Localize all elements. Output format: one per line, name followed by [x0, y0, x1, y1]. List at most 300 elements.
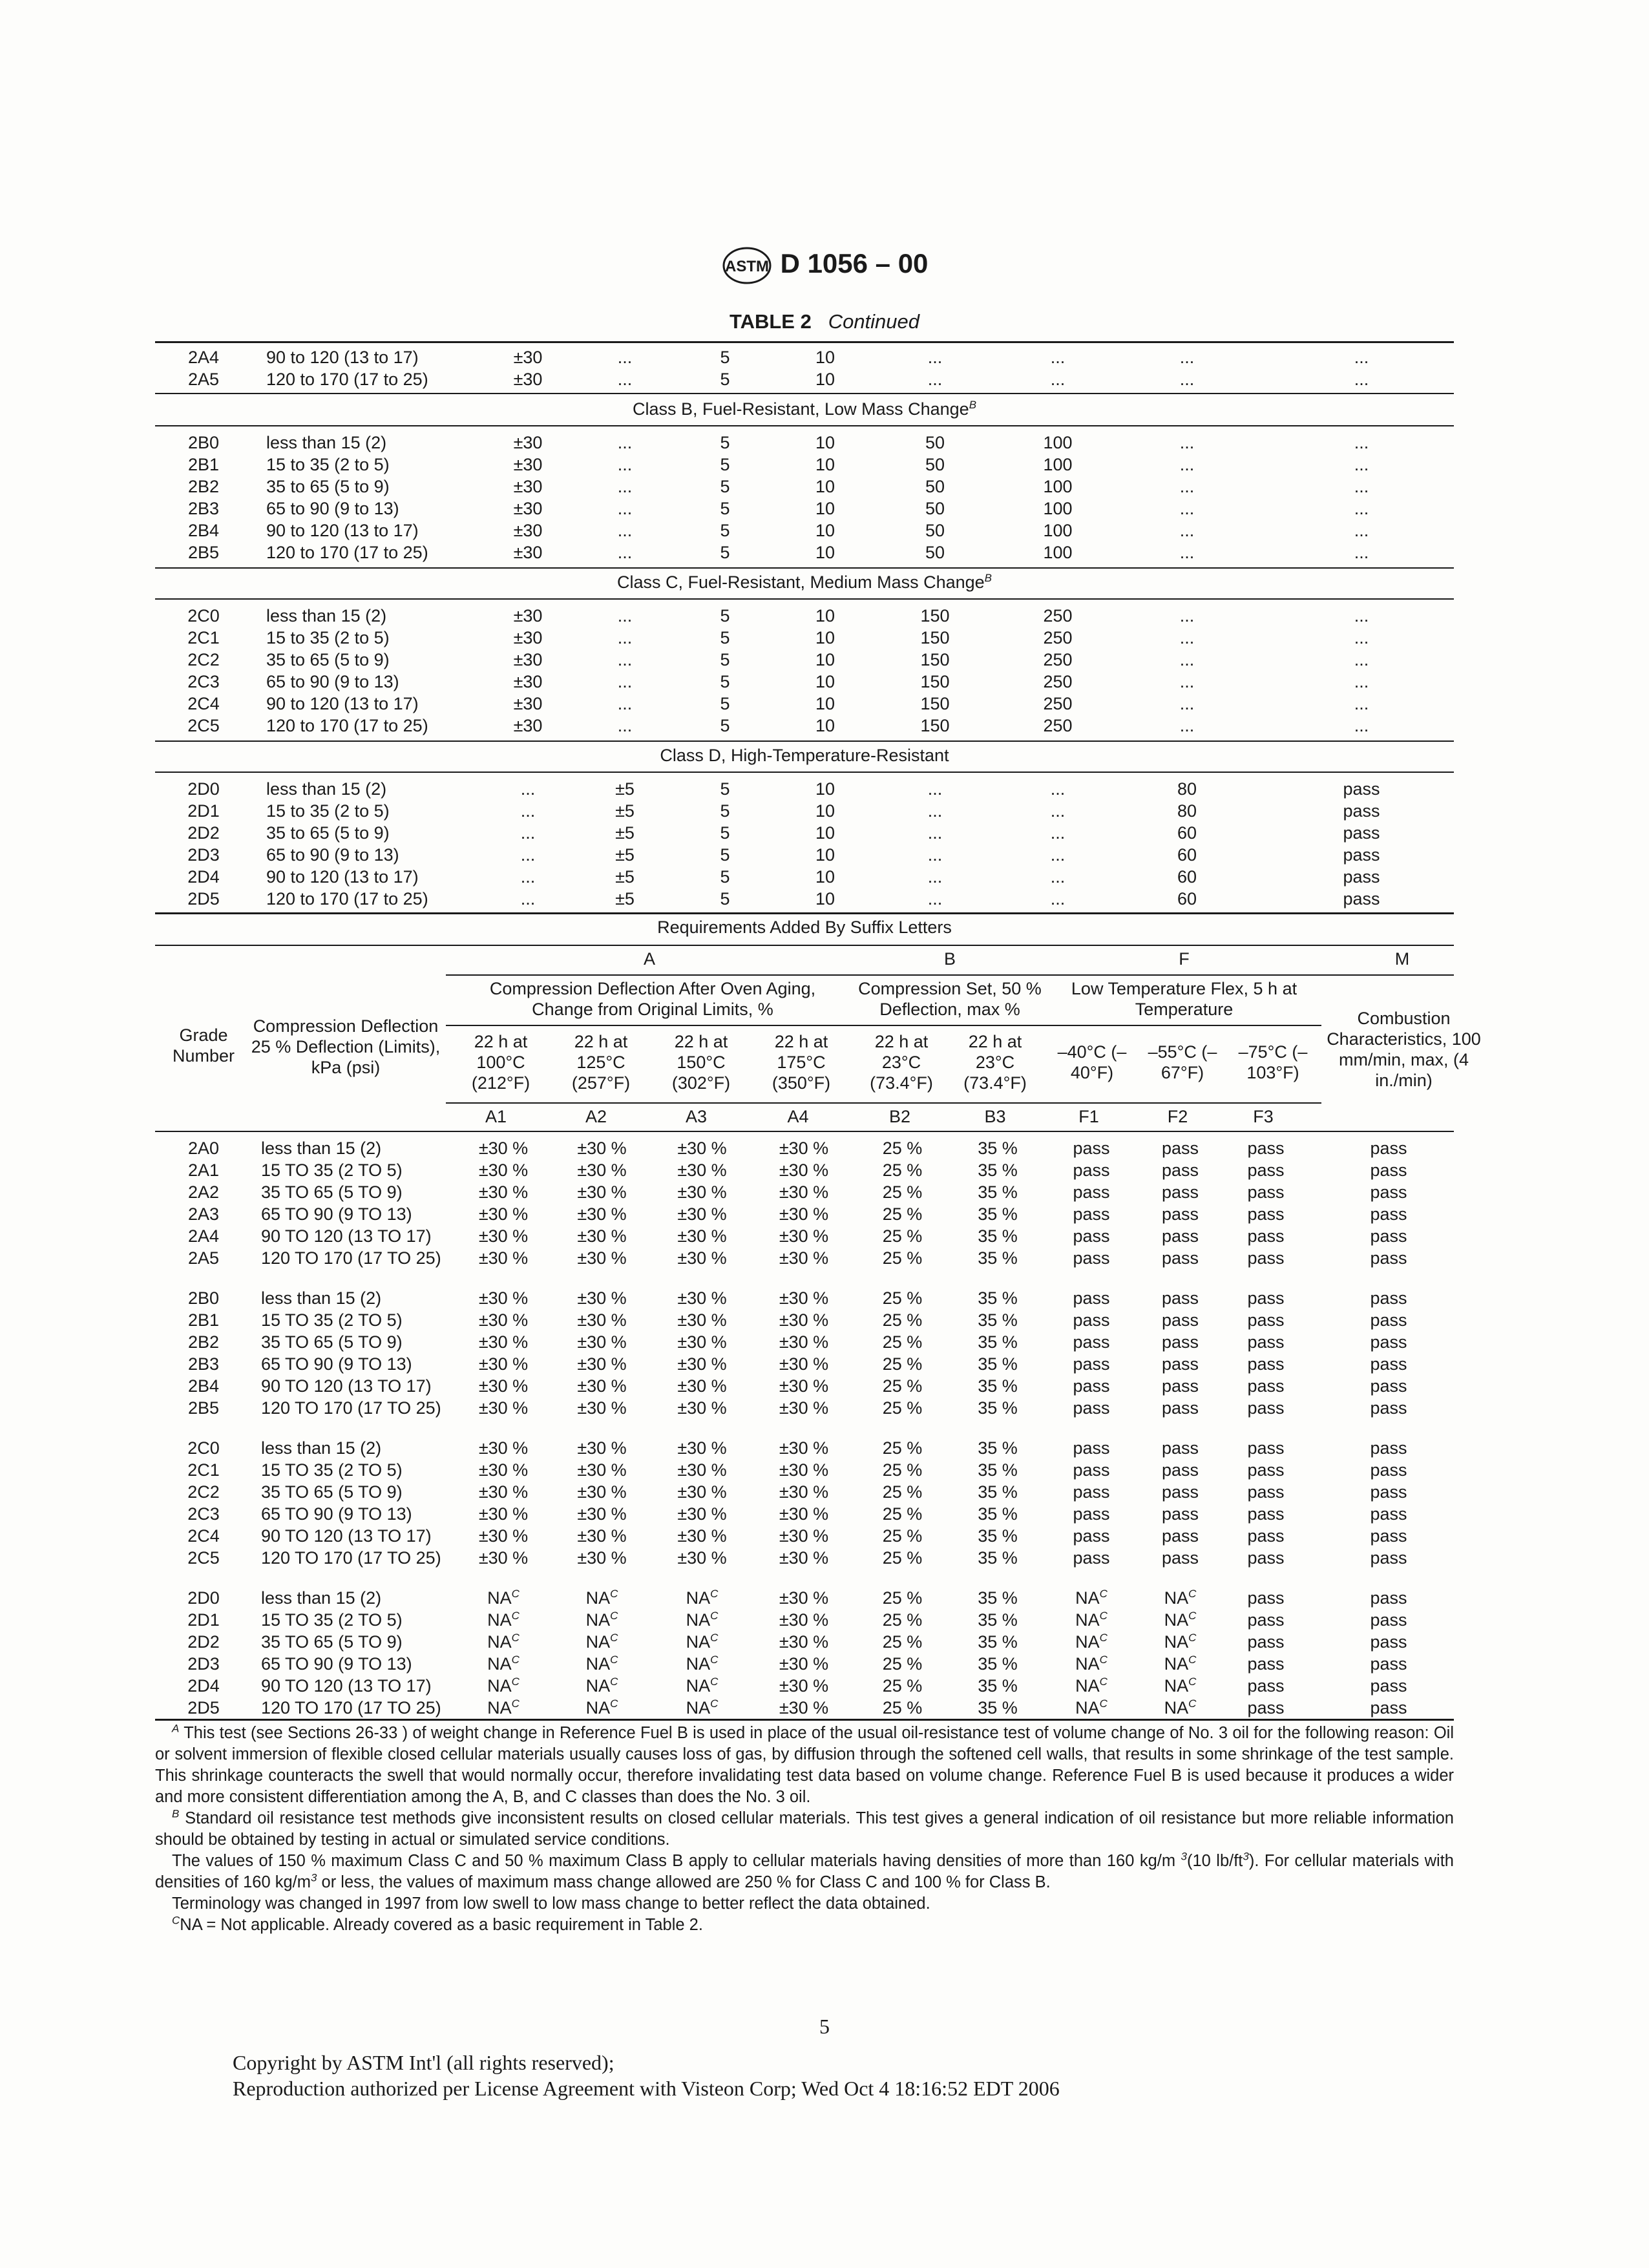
value-cell: $NA^C$	[686, 1654, 719, 1674]
value-cell: ±30 %	[779, 1610, 829, 1630]
value-cell: $NA^C$	[1075, 1675, 1108, 1696]
value-cell: ...	[520, 801, 536, 821]
value-cell: ...	[1179, 348, 1195, 367]
value-cell: 250	[1043, 672, 1073, 691]
value-cell: pass	[1161, 1526, 1199, 1546]
value-cell: ±30	[513, 477, 543, 496]
rule	[446, 1025, 1321, 1026]
svg-text:ASTM: ASTM	[724, 258, 769, 275]
value-cell: pass	[1073, 1548, 1110, 1568]
grade-cell: 2B1	[187, 1310, 220, 1330]
value-cell: pass	[1247, 1288, 1285, 1308]
table-top-rule	[155, 341, 1454, 343]
value-cell: 50	[925, 455, 945, 474]
deflection-cell: less than 15 (2)	[266, 779, 387, 799]
value-cell: ±5	[615, 779, 635, 799]
deflection-cell: 90 TO 120 (13 TO 17)	[261, 1676, 432, 1696]
value-cell: $NA^C$	[487, 1654, 520, 1674]
deflection-cell: 65 TO 90 (9 TO 13)	[261, 1504, 412, 1524]
value-cell: 5	[720, 650, 730, 669]
value-cell: 250	[1043, 716, 1073, 735]
value-cell: pass	[1370, 1588, 1407, 1608]
rule	[155, 772, 1454, 773]
value-cell: 25 %	[882, 1548, 923, 1568]
value-cell: 60	[1177, 867, 1197, 887]
value-cell: ...	[1179, 543, 1195, 562]
deflection-cell: less than 15 (2)	[261, 1288, 382, 1308]
value-cell: pass	[1370, 1504, 1407, 1524]
value-cell: 25 %	[882, 1288, 923, 1308]
code-cell: B2	[888, 1107, 911, 1126]
value-cell: 35 %	[978, 1676, 1018, 1696]
value-cell: 60	[1177, 845, 1197, 865]
value-cell: pass	[1247, 1332, 1285, 1352]
code-cell: B3	[984, 1107, 1006, 1126]
value-cell: pass	[1370, 1676, 1407, 1696]
value-cell: pass	[1370, 1610, 1407, 1630]
value-cell: ±5	[615, 845, 635, 865]
value-cell: pass	[1161, 1504, 1199, 1524]
value-cell: 35 %	[978, 1248, 1018, 1268]
deflection-cell: 15 to 35 (2 to 5)	[266, 801, 390, 821]
value-cell: ±30	[513, 499, 543, 518]
value-cell: ±30 %	[677, 1139, 727, 1158]
value-cell: pass	[1370, 1332, 1407, 1352]
value-cell: ±30 %	[779, 1398, 829, 1418]
table2-2B-rows	[155, 432, 1468, 563]
value-cell: ...	[520, 779, 536, 799]
value-cell: ...	[617, 348, 633, 367]
value-cell: $NA^C$	[686, 1610, 719, 1630]
value-cell: ...	[1354, 650, 1369, 669]
deflection-cell: 15 TO 35 (2 TO 5)	[261, 1610, 403, 1630]
value-cell: pass	[1161, 1548, 1199, 1568]
value-cell: ±30 %	[478, 1548, 529, 1568]
value-cell: 35 %	[978, 1182, 1018, 1202]
value-cell: pass	[1343, 889, 1380, 908]
deflection-cell: 90 to 120 (13 to 17)	[266, 348, 419, 367]
value-cell: pass	[1247, 1438, 1285, 1458]
col-grade-number: Grade Number	[172, 1025, 235, 1066]
value-cell: ...	[1179, 477, 1195, 496]
value-cell: ±30	[513, 650, 543, 669]
code-cell: A4	[787, 1107, 809, 1126]
table-row	[155, 541, 1468, 563]
value-cell: ...	[1179, 606, 1195, 625]
value-cell: pass	[1073, 1398, 1110, 1418]
value-cell: ±30 %	[779, 1504, 829, 1524]
value-cell: ±30 %	[577, 1248, 627, 1268]
value-cell: ±30 %	[478, 1398, 529, 1418]
value-cell: ±30	[513, 543, 543, 562]
table-row	[155, 822, 1468, 844]
value-cell: ±30 %	[478, 1310, 529, 1330]
value-cell: ...	[617, 694, 633, 713]
value-cell: $NA^C$	[1164, 1675, 1197, 1696]
value-cell: ±30 %	[779, 1288, 829, 1308]
value-cell: 5	[720, 477, 730, 496]
value-cell: ±30 %	[478, 1504, 529, 1524]
value-cell: 25 %	[882, 1354, 923, 1374]
sub-f3: –75°C (–103°F)	[1238, 1042, 1308, 1082]
deflection-cell: less than 15 (2)	[261, 1139, 382, 1158]
value-cell: pass	[1073, 1482, 1110, 1502]
value-cell: ...	[1050, 779, 1066, 799]
grade-cell: 2C4	[187, 694, 220, 713]
value-cell: pass	[1247, 1698, 1285, 1717]
deflection-cell: 90 TO 120 (13 TO 17)	[261, 1226, 432, 1246]
designation: D 1056 – 00	[780, 248, 929, 279]
table-row	[155, 1675, 1469, 1697]
grade-cell: 2B0	[187, 433, 220, 452]
value-cell: 35 %	[978, 1504, 1018, 1524]
value-cell: $NA^C$	[585, 1610, 618, 1630]
rule	[155, 393, 1454, 394]
value-cell: ±5	[615, 889, 635, 908]
suffix-letter-b: B	[943, 949, 956, 969]
grade-cell: 2B1	[187, 455, 220, 474]
table-row	[155, 1353, 1469, 1375]
value-cell: 25 %	[882, 1376, 923, 1396]
value-cell: ±30 %	[577, 1139, 627, 1158]
rule	[446, 1102, 1321, 1104]
code-cell: F3	[1253, 1107, 1274, 1126]
value-cell: ±30 %	[779, 1248, 829, 1268]
table-row	[155, 649, 1468, 671]
value-cell: 35 %	[978, 1204, 1018, 1224]
grade-cell: 2A3	[187, 1204, 220, 1224]
value-cell: 100	[1043, 521, 1073, 540]
deflection-cell: 35 TO 65 (5 TO 9)	[261, 1482, 403, 1502]
value-cell: pass	[1247, 1182, 1285, 1202]
deflection-cell: 65 to 90 (9 to 13)	[266, 499, 399, 518]
value-cell: 25 %	[882, 1332, 923, 1352]
group-a-header: Compression Deflection After Oven Aging, Change from Original Limits, %	[489, 979, 816, 1019]
footnote-b-density: The values of 150 % maximum Class C and 50 % maximum Class B apply to cellular materials having densities of more than 160 kg/m $^3$(10 $lb/ft^3$). For cellular materials with densities of 160 $kg/m^3$ or less, the values of maximum mass change allowed are 250 % for Class C and 100 % for Class B.	[155, 1850, 1454, 1891]
table-row	[155, 1631, 1469, 1653]
table-row	[155, 368, 1468, 390]
value-cell: 100	[1043, 543, 1073, 562]
deflection-cell: 65 TO 90 (9 TO 13)	[261, 1354, 412, 1374]
value-cell: $NA^C$	[487, 1697, 520, 1717]
value-cell: ±5	[615, 823, 635, 843]
copyright-line-2: Reproduction authorized per License Agreement with Visteon Corp; Wed Oct 4 18:16:52 EDT 2006	[233, 2077, 1060, 2100]
value-cell: $NA^C$	[686, 1697, 719, 1717]
value-cell: 35 %	[978, 1548, 1018, 1568]
value-cell: 80	[1177, 801, 1197, 821]
value-cell: ...	[617, 455, 633, 474]
rule	[155, 740, 1454, 742]
table-row	[155, 844, 1468, 866]
value-cell: pass	[1247, 1504, 1285, 1524]
value-cell: ±30 %	[478, 1139, 529, 1158]
value-cell: $NA^C$	[585, 1588, 618, 1608]
value-cell: pass	[1161, 1398, 1199, 1418]
value-cell: ±30 %	[677, 1204, 727, 1224]
deflection-cell: 15 to 35 (2 to 5)	[266, 455, 390, 474]
value-cell: pass	[1247, 1354, 1285, 1374]
footnote-b-terminology: Terminology was changed in 1997 from low swell to low mass change to better reflect the data obtained.	[172, 1895, 930, 1913]
value-cell: ...	[927, 779, 943, 799]
value-cell: ±30 %	[478, 1182, 529, 1202]
deflection-cell: 35 to 65 (5 to 9)	[266, 477, 390, 496]
value-cell: ±30 %	[577, 1226, 627, 1246]
rule	[155, 945, 1454, 946]
table-row	[155, 1309, 1469, 1331]
value-cell: ±30	[513, 455, 543, 474]
code-cell: A1	[485, 1107, 507, 1126]
value-cell: ±30 %	[577, 1526, 627, 1546]
table-row	[155, 1397, 1469, 1419]
deflection-cell: 15 TO 35 (2 TO 5)	[261, 1160, 403, 1180]
value-cell: 50	[925, 499, 945, 518]
rule	[446, 974, 1454, 976]
value-cell: ...	[1354, 716, 1369, 735]
grade-cell: 2B4	[187, 521, 220, 540]
value-cell: ...	[520, 867, 536, 887]
value-cell: pass	[1370, 1526, 1407, 1546]
grade-cell: 2D1	[187, 1610, 220, 1630]
value-cell: pass	[1370, 1376, 1407, 1396]
value-cell: 5	[720, 455, 730, 474]
value-cell: ±30 %	[577, 1376, 627, 1396]
value-cell: ±30 %	[677, 1482, 727, 1502]
value-cell: 5	[720, 801, 730, 821]
code-cell: A2	[585, 1107, 607, 1126]
value-cell: ±30 %	[677, 1332, 727, 1352]
value-cell: 35 %	[978, 1332, 1018, 1352]
value-cell: 5	[720, 716, 730, 735]
value-cell: $NA^C$	[686, 1632, 719, 1652]
value-cell: pass	[1370, 1204, 1407, 1224]
value-cell: pass	[1247, 1376, 1285, 1396]
value-cell: ...	[617, 370, 633, 389]
value-cell: $NA^C$	[1075, 1697, 1108, 1717]
value-cell: 150	[920, 650, 950, 669]
deflection-cell: 15 TO 35 (2 TO 5)	[261, 1460, 403, 1480]
footnote-b: $^B$ Standard oil resistance test methods give inconsistent results on closed cellular materials. This test gives a general indication of oil resistance but more reliable information should be obtained by testing in actual or simulated service conditions.	[155, 1807, 1454, 1849]
grade-cell: 2B3	[187, 1354, 220, 1374]
grade-cell: 2C3	[187, 1504, 220, 1524]
value-cell: $NA^C$	[1164, 1610, 1197, 1630]
value-cell: ±30 %	[577, 1482, 627, 1502]
deflection-cell: 35 to 65 (5 to 9)	[266, 650, 390, 669]
deflection-cell: less than 15 (2)	[261, 1588, 382, 1608]
table-row	[155, 1503, 1469, 1525]
rule	[155, 1719, 1454, 1721]
value-cell: ...	[1179, 499, 1195, 518]
value-cell: pass	[1073, 1526, 1110, 1546]
value-cell: 35 %	[978, 1226, 1018, 1246]
deflection-cell: 65 TO 90 (9 TO 13)	[261, 1654, 412, 1674]
value-cell: pass	[1370, 1398, 1407, 1418]
value-cell: ±30	[513, 370, 543, 389]
suffix-letter-a: A	[643, 949, 655, 969]
value-cell: pass	[1247, 1310, 1285, 1330]
value-cell: 100	[1043, 477, 1073, 496]
table-row	[155, 1137, 1469, 1159]
value-cell: pass	[1073, 1182, 1110, 1202]
value-cell: ...	[617, 628, 633, 647]
value-cell: pass	[1161, 1354, 1199, 1374]
value-cell: 35 %	[978, 1376, 1018, 1396]
value-cell: ±30 %	[577, 1332, 627, 1352]
value-cell: 10	[815, 477, 835, 496]
value-cell: ±30 %	[577, 1504, 627, 1524]
value-cell: pass	[1370, 1632, 1407, 1652]
value-cell: ...	[927, 348, 943, 367]
value-cell: ±30 %	[478, 1376, 529, 1396]
rule	[155, 598, 1454, 600]
value-cell: ...	[927, 823, 943, 843]
value-cell: ...	[1050, 867, 1066, 887]
value-cell: ±30 %	[677, 1526, 727, 1546]
footnote-a: $^A$ This test (see Sections 26-33 ) of weight change in Reference Fuel B is used in place of the usual oil-resistance test of volume change of No. 3 oil for the following reason: Oil or solvent immersion of flexible closed cellular materials usually causes loss of gas, by diffusion through the softened cell walls, that results in some shrinkage of the test sample. This shrinkage counteracts the swell that would normally occur, therefore invalidating test data based on volume change. Reference Fuel B is used because it produces a wider and more consistent differentiation among the A, B, and C classes than does the No. 3 oil.	[155, 1722, 1454, 1806]
value-cell: 10	[815, 889, 835, 908]
value-cell: 150	[920, 672, 950, 691]
value-cell: pass	[1343, 779, 1380, 799]
value-cell: ±30 %	[478, 1288, 529, 1308]
value-cell: $NA^C$	[1164, 1632, 1197, 1652]
value-cell: ±30 %	[677, 1398, 727, 1418]
value-cell: $NA^C$	[1075, 1588, 1108, 1608]
value-cell: ...	[1179, 521, 1195, 540]
grade-cell: 2D4	[187, 1676, 220, 1696]
value-cell: 35 %	[978, 1526, 1018, 1546]
grade-cell: 2D5	[187, 889, 220, 908]
value-cell: ±30 %	[577, 1160, 627, 1180]
value-cell: pass	[1161, 1288, 1199, 1308]
value-cell: 5	[720, 606, 730, 625]
value-cell: pass	[1161, 1332, 1199, 1352]
value-cell: pass	[1161, 1376, 1199, 1396]
value-cell: 25 %	[882, 1310, 923, 1330]
value-cell: 100	[1043, 455, 1073, 474]
group-b-header: Compression Set, 50 % Deflection, max %	[858, 979, 1042, 1019]
value-cell: pass	[1370, 1482, 1407, 1502]
deflection-cell: 120 to 170 (17 to 25)	[266, 716, 428, 735]
deflection-cell: 90 to 120 (13 to 17)	[266, 694, 419, 713]
value-cell: $NA^C$	[487, 1675, 520, 1696]
grade-cell: 2C1	[187, 1460, 220, 1480]
sub-a1: 22 h at 100°C (212°F)	[471, 1032, 530, 1093]
value-cell: 10	[815, 543, 835, 562]
deflection-cell: less than 15 (2)	[266, 433, 387, 452]
value-cell: ±30 %	[779, 1332, 829, 1352]
value-cell: $NA^C$	[686, 1675, 719, 1696]
deflection-cell: less than 15 (2)	[261, 1438, 382, 1458]
value-cell: 10	[815, 521, 835, 540]
grade-cell: 2A4	[187, 348, 220, 367]
value-cell: 25 %	[882, 1632, 923, 1652]
value-cell: 5	[720, 672, 730, 691]
value-cell: 25 %	[882, 1248, 923, 1268]
deflection-cell: 35 TO 65 (5 TO 9)	[261, 1182, 403, 1202]
value-cell: pass	[1247, 1526, 1285, 1546]
suffix-letter-f: F	[1179, 949, 1190, 969]
value-cell: pass	[1073, 1332, 1110, 1352]
value-cell: 150	[920, 606, 950, 625]
value-cell: ±30	[513, 433, 543, 452]
value-cell: 10	[815, 455, 835, 474]
value-cell: ...	[927, 845, 943, 865]
value-cell: ...	[1354, 628, 1369, 647]
value-cell: ...	[1354, 477, 1369, 496]
value-cell: pass	[1161, 1182, 1199, 1202]
value-cell: ±30 %	[677, 1182, 727, 1202]
table-row	[155, 778, 1468, 800]
value-cell: ...	[1179, 628, 1195, 647]
value-cell: pass	[1370, 1548, 1407, 1568]
grade-cell: 2A5	[187, 370, 220, 389]
value-cell: 60	[1177, 889, 1197, 908]
grade-cell: 2B5	[187, 1398, 220, 1418]
value-cell: ±30 %	[779, 1548, 829, 1568]
grade-cell: 2A2	[187, 1182, 220, 1202]
value-cell: 50	[925, 543, 945, 562]
value-cell: ±30 %	[779, 1160, 829, 1180]
grade-cell: 2D1	[187, 801, 220, 821]
value-cell: 25 %	[882, 1526, 923, 1546]
deflection-cell: 35 to 65 (5 to 9)	[266, 823, 390, 843]
table-row	[155, 1159, 1469, 1181]
deflection-cell: less than 15 (2)	[266, 606, 387, 625]
value-cell: ±30 %	[677, 1438, 727, 1458]
value-cell: ±30	[513, 694, 543, 713]
footnote-c: $^C$NA = Not applicable. Already covered as a basic requirement in Table 2.	[172, 1914, 703, 1934]
table-row	[155, 1609, 1469, 1631]
value-cell: pass	[1073, 1139, 1110, 1158]
value-cell: ±30 %	[677, 1354, 727, 1374]
code-cell: F1	[1078, 1107, 1099, 1126]
value-cell: ...	[520, 823, 536, 843]
value-cell: ±30 %	[478, 1332, 529, 1352]
value-cell: ±30 %	[577, 1460, 627, 1480]
document-header	[0, 246, 1649, 286]
deflection-cell: 65 TO 90 (9 TO 13)	[261, 1204, 412, 1224]
value-cell: ±30 %	[779, 1226, 829, 1246]
value-cell: 50	[925, 477, 945, 496]
value-cell: ±30 %	[577, 1204, 627, 1224]
table-row	[155, 1181, 1469, 1203]
value-cell: 150	[920, 694, 950, 713]
value-cell: ...	[927, 370, 943, 389]
value-cell: $NA^C$	[585, 1632, 618, 1652]
suffix-group-table	[155, 1287, 1469, 1419]
grade-cell: 2C3	[187, 672, 220, 691]
value-cell: 35 %	[978, 1310, 1018, 1330]
value-cell: ±30	[513, 521, 543, 540]
value-cell: ±30 %	[677, 1310, 727, 1330]
value-cell: 10	[815, 845, 835, 865]
value-cell: 10	[815, 801, 835, 821]
table-row	[155, 627, 1468, 649]
value-cell: pass	[1247, 1610, 1285, 1630]
rule	[155, 1131, 1454, 1132]
value-cell: ±30 %	[779, 1182, 829, 1202]
value-cell: 35 %	[978, 1398, 1018, 1418]
astm-logo-icon	[721, 246, 773, 286]
value-cell: 35 %	[978, 1288, 1018, 1308]
value-cell: ...	[1179, 672, 1195, 691]
class-b-title: Class B, Fuel-Resistant, Low Mass Change$^B$	[632, 399, 977, 419]
value-cell: pass	[1247, 1398, 1285, 1418]
value-cell: pass	[1247, 1654, 1285, 1674]
value-cell: 25 %	[882, 1504, 923, 1524]
value-cell: $NA^C$	[1164, 1697, 1197, 1717]
value-cell: 5	[720, 628, 730, 647]
value-cell: ...	[520, 889, 536, 908]
